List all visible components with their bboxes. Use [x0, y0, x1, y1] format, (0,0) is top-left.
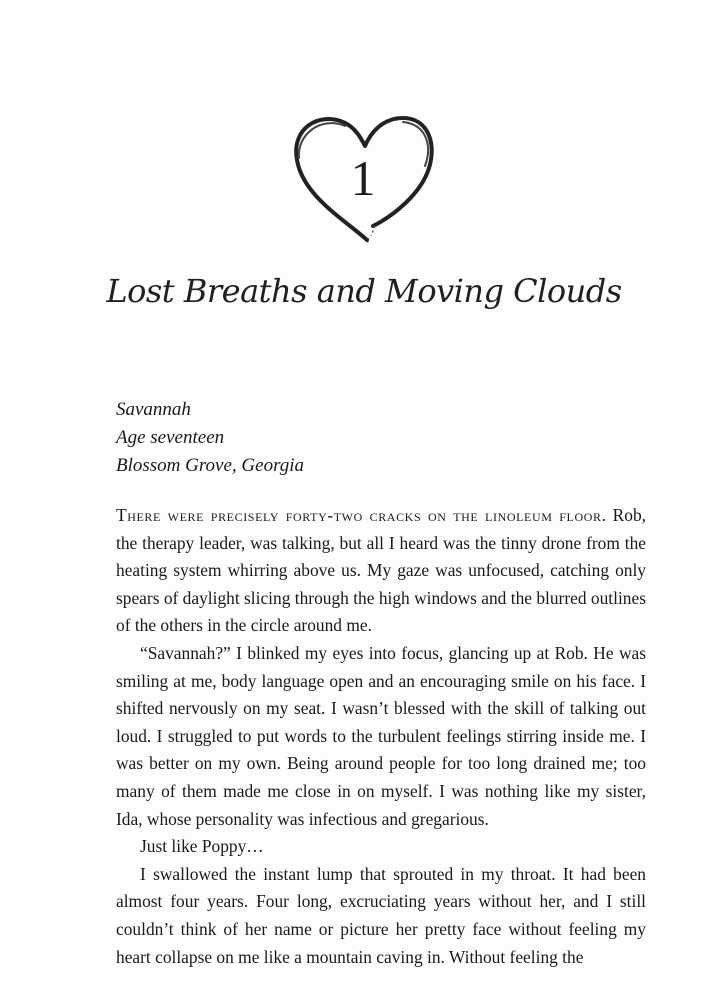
opening-words: There were precisely forty-two cracks on the linoleum floor.: [116, 505, 607, 525]
chapter-title: Lost Breaths and Moving Clouds: [106, 272, 622, 310]
narrator-name: Savannah: [116, 399, 191, 420]
chapter-number: 1: [350, 150, 376, 206]
paragraph: Just like Poppy…: [140, 836, 264, 857]
narrator-age: Age seventeen: [116, 427, 225, 448]
chapter-ornament: [285, 108, 441, 248]
paragraph-text: Rob, the therapy leader, was talking, but all I heard was the tinny drone from the heating system whirring above us. My gaze was unfocused, catching only spears of daylight slicing through the high windows and the blurred outlines of the others in the circle around me.: [116, 505, 646, 636]
paragraph: I swallowed the instant lump that sprouted in my throat. It had been almost four years. Four long, excruciating years without her, and I still couldn’t think of her name or picture her pretty face without feeling my heart collapse on me like a mountain caving in. Without feeling the: [116, 863, 646, 967]
chapter-meta: [116, 396, 304, 480]
body-text: [116, 502, 646, 971]
paragraph: [116, 502, 646, 640]
story-location: Blossom Grove, Georgia: [116, 455, 305, 476]
paragraph: “Savannah?” I blinked my eyes into focus, glancing up at Rob. He was smiling at me, body language open and an encouraging smile on his face. I shifted nervously on my seat. I wasn’t blessed with the skill of talking out loud. I struggled to put words to the turbulent feelings stirring inside me. I was better on my own. Being around people for too long drained me; too many of them made me close in on myself. I was nothing like my sister, Ida, whose personality was infectious and gregarious.: [116, 642, 646, 829]
